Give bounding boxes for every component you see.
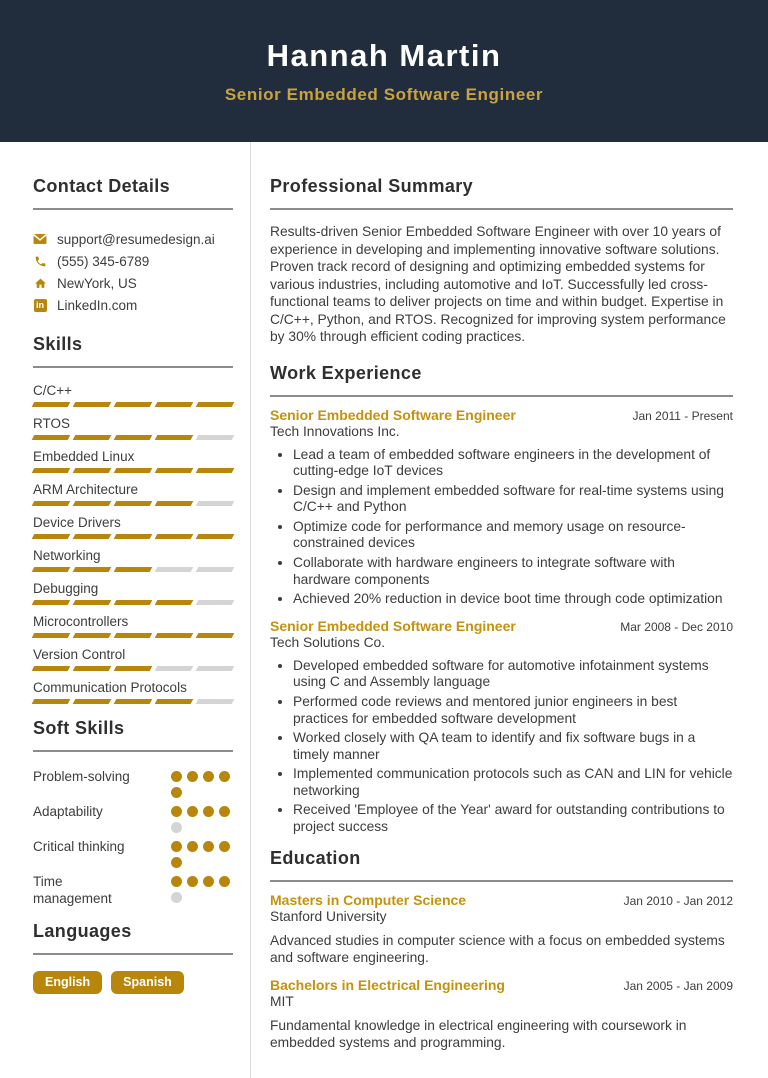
contact-list — [33, 228, 233, 316]
skill-level-bar — [33, 402, 233, 407]
bar-segment-empty — [155, 666, 194, 671]
contact-location-text: NewYork, US — [57, 275, 137, 291]
bar-segment-filled — [155, 600, 194, 605]
bar-segment-filled — [196, 633, 235, 638]
contact-linkedin-text: LinkedIn.com — [57, 297, 138, 313]
skills-heading: Skills — [33, 334, 83, 354]
bar-segment-filled — [155, 633, 194, 638]
skill-name: Debugging — [33, 581, 99, 596]
bar-segment-filled — [32, 468, 71, 473]
section-rule — [270, 880, 733, 882]
bar-segment-filled — [114, 501, 153, 506]
rating-dot-filled — [187, 876, 198, 887]
skill-item — [33, 514, 233, 539]
skill-item — [33, 481, 233, 506]
summary-text: Results-driven Senior Embedded Software Engineer with over 10 years of experience in developing and implementing innovative software solutions. Proven track record of designing and optimizing embedded systems for various industries, including automotive and IoT. Successfully led cross-functional teams to deliver projects on time and within budget. Expertise in C/C++, Python, and RTOS. Recognized for improving system performance by 30% through efficient coding practices. — [270, 224, 726, 344]
bar-segment-filled — [114, 468, 153, 473]
bar-segment-filled — [114, 435, 153, 440]
bar-segment-filled — [73, 435, 112, 440]
rating-dot-filled — [203, 841, 214, 852]
skill-level-bar — [33, 600, 233, 605]
bar-segment-filled — [32, 666, 71, 671]
experience-heading: Work Experience — [270, 362, 422, 383]
rating-dot-filled — [219, 841, 230, 852]
education-entry — [270, 892, 733, 967]
summary-heading: Professional Summary — [270, 176, 474, 196]
job-entry — [270, 407, 733, 608]
bar-segment-filled — [32, 699, 71, 704]
bar-segment-filled — [155, 402, 194, 407]
rating-dot-filled — [203, 876, 214, 887]
resume-header — [0, 0, 768, 142]
contact-email-text: support@resumedesign.ai — [57, 231, 215, 247]
bar-segment-filled — [155, 534, 194, 539]
soft-skill-dots — [171, 876, 233, 907]
skill-level-bar — [33, 633, 233, 638]
job-bullet: • Lead a team of embedded software engineers in the development of cutting-edge IoT devices — [293, 447, 733, 481]
soft-skill-name: Adaptability — [33, 804, 103, 819]
soft-skill-dots — [171, 771, 233, 798]
rating-dot-filled — [219, 806, 230, 817]
soft-skill-name: Critical thinking — [33, 839, 125, 854]
skill-level-bar — [33, 534, 233, 539]
bar-segment-filled — [73, 600, 112, 605]
rating-dot-filled — [219, 876, 230, 887]
skills-list — [33, 382, 233, 704]
skill-level-bar — [33, 567, 233, 572]
education-section — [270, 848, 733, 1052]
skill-level-bar — [33, 501, 233, 506]
soft-skill-item — [33, 838, 233, 868]
skill-name: Embedded Linux — [33, 449, 135, 464]
linkedin-icon: in — [33, 299, 47, 312]
bar-segment-filled — [32, 600, 71, 605]
contact-item-location — [33, 272, 233, 294]
job-title: Senior Embedded Software Engineer — [270, 617, 516, 634]
bar-segment-empty — [196, 699, 235, 704]
home-icon — [33, 277, 47, 290]
soft-skill-item — [33, 768, 233, 798]
job-bullet-list — [270, 658, 733, 836]
main-column — [251, 142, 768, 1078]
soft-skill-dots — [171, 841, 233, 868]
education-dates: Jan 2005 - Jan 2009 — [623, 978, 733, 993]
education-header — [270, 977, 733, 993]
soft-skill-name: Problem-solving — [33, 769, 130, 784]
section-rule — [270, 395, 733, 397]
bar-segment-filled — [32, 435, 71, 440]
job-dates: Mar 2008 - Dec 2010 — [620, 619, 733, 634]
bar-segment-empty — [155, 567, 194, 572]
rating-dot-filled — [203, 806, 214, 817]
email-icon — [33, 233, 47, 245]
degree-title: Masters in Computer Science — [270, 891, 467, 908]
skill-name: Microcontrollers — [33, 614, 129, 629]
person-job-title: Senior Embedded Software Engineer — [224, 84, 544, 104]
job-bullet: • Worked closely with QA team to identify and fix software bugs in a timely manner — [293, 730, 733, 764]
bar-segment-filled — [73, 699, 112, 704]
rating-dot-filled — [203, 771, 214, 782]
job-company: Tech Solutions Co. — [270, 634, 386, 650]
person-name: Hannah Martin — [266, 37, 502, 73]
skill-name: RTOS — [33, 416, 71, 431]
skill-item — [33, 580, 233, 605]
languages-section — [33, 921, 233, 994]
sidebar — [0, 142, 251, 1078]
education-description: Fundamental knowledge in electrical engineering with coursework in embedded systems and programming. — [270, 1017, 687, 1051]
skill-level-bar — [33, 699, 233, 704]
language-badge: Spanish — [111, 971, 184, 994]
skill-item — [33, 415, 233, 440]
summary-section — [270, 176, 733, 346]
rating-dot-filled — [171, 841, 182, 852]
skill-item — [33, 448, 233, 473]
rating-dot-filled — [187, 841, 198, 852]
skill-item — [33, 382, 233, 407]
job-bullet: • Optimize code for performance and memory usage on resource-constrained devices — [293, 519, 733, 553]
bar-segment-filled — [196, 534, 235, 539]
bar-segment-filled — [114, 633, 153, 638]
contact-section — [33, 176, 233, 316]
bar-segment-filled — [155, 699, 194, 704]
rating-dot-filled — [187, 771, 198, 782]
education-entry — [270, 977, 733, 1052]
bar-segment-filled — [155, 468, 194, 473]
soft-skill-item — [33, 803, 233, 833]
contact-item-phone — [33, 250, 233, 272]
rating-dot-empty — [171, 822, 182, 833]
school-name: Stanford University — [270, 908, 387, 924]
bar-segment-empty — [196, 435, 235, 440]
bar-segment-filled — [32, 501, 71, 506]
soft-skills-list — [33, 768, 233, 907]
skill-name: C/C++ — [33, 383, 73, 398]
bar-segment-filled — [73, 468, 112, 473]
soft-skill-name: Time management — [33, 874, 112, 906]
job-entry — [270, 618, 733, 836]
language-badge: English — [33, 971, 102, 994]
contact-phone-text: (555) 345-6789 — [57, 253, 150, 269]
bar-segment-filled — [114, 666, 153, 671]
bar-segment-filled — [114, 600, 153, 605]
skills-section — [33, 334, 233, 704]
contact-heading: Contact Details — [33, 176, 171, 196]
job-bullet: • Implemented communication protocols such as CAN and LIN for vehicle networking — [293, 766, 733, 800]
bar-segment-filled — [73, 534, 112, 539]
job-bullet: • Performed code reviews and mentored junior engineers in best practices for embedded software development — [293, 694, 733, 728]
rating-dot-filled — [171, 771, 182, 782]
section-rule — [270, 208, 733, 210]
skill-name: Networking — [33, 548, 101, 563]
rating-dot-filled — [171, 806, 182, 817]
section-rule — [33, 366, 233, 368]
bar-segment-filled — [32, 402, 71, 407]
contact-item-email — [33, 228, 233, 250]
bar-segment-empty — [196, 567, 235, 572]
bar-segment-filled — [73, 567, 112, 572]
job-bullet: • Achieved 20% reduction in device boot time through code optimization — [293, 591, 733, 608]
bar-segment-filled — [114, 567, 153, 572]
soft-skill-dots — [171, 806, 233, 833]
section-rule — [33, 953, 233, 955]
experience-section — [270, 363, 733, 836]
job-bullet: • Design and implement embedded software for real-time systems using C/C++ and Python — [293, 483, 733, 517]
skill-name: Communication Protocols — [33, 680, 187, 695]
bar-segment-empty — [196, 501, 235, 506]
rating-dot-empty — [171, 892, 182, 903]
skill-name: Version Control — [33, 647, 126, 662]
job-header — [270, 407, 733, 423]
skill-level-bar — [33, 435, 233, 440]
rating-dot-filled — [171, 787, 182, 798]
skill-item — [33, 679, 233, 704]
skill-name: ARM Architecture — [33, 482, 139, 497]
bar-segment-filled — [155, 501, 194, 506]
skill-item — [33, 613, 233, 638]
soft-skill-item — [33, 873, 233, 907]
skill-name: Device Drivers — [33, 515, 121, 530]
bar-segment-filled — [196, 468, 235, 473]
rating-dot-filled — [171, 876, 182, 887]
content-columns — [0, 142, 768, 1078]
bar-segment-filled — [32, 633, 71, 638]
bar-segment-filled — [73, 501, 112, 506]
education-header — [270, 892, 733, 908]
bar-segment-filled — [73, 666, 112, 671]
education-heading: Education — [270, 847, 361, 868]
bar-segment-filled — [73, 633, 112, 638]
rating-dot-filled — [171, 857, 182, 868]
languages-heading: Languages — [33, 921, 132, 941]
section-rule — [33, 208, 233, 210]
skill-level-bar — [33, 666, 233, 671]
contact-item-linkedin — [33, 294, 233, 316]
skill-item — [33, 646, 233, 671]
rating-dot-filled — [219, 771, 230, 782]
bar-segment-filled — [32, 567, 71, 572]
rating-dot-filled — [187, 806, 198, 817]
section-rule — [33, 750, 233, 752]
job-company: Tech Innovations Inc. — [270, 423, 400, 439]
soft-skills-section — [33, 718, 233, 907]
job-bullet-list — [270, 447, 733, 608]
bar-segment-filled — [196, 402, 235, 407]
education-dates: Jan 2010 - Jan 2012 — [623, 893, 733, 908]
job-header — [270, 618, 733, 634]
soft-skills-heading: Soft Skills — [33, 718, 125, 738]
phone-icon — [33, 255, 47, 268]
skill-level-bar — [33, 468, 233, 473]
job-title: Senior Embedded Software Engineer — [270, 406, 516, 423]
skill-item — [33, 547, 233, 572]
job-dates: Jan 2011 - Present — [632, 408, 733, 423]
bar-segment-filled — [114, 402, 153, 407]
job-bullet: • Collaborate with hardware engineers to integrate software with hardware components — [293, 555, 733, 589]
education-description: Advanced studies in computer science with a focus on embedded systems and software engineering. — [270, 932, 725, 966]
bar-segment-empty — [196, 666, 235, 671]
bar-segment-empty — [196, 600, 235, 605]
bar-segment-filled — [73, 402, 112, 407]
bar-segment-filled — [32, 534, 71, 539]
degree-title: Bachelors in Electrical Engineering — [270, 976, 505, 993]
bar-segment-filled — [114, 534, 153, 539]
job-bullet: • Developed embedded software for automotive infotainment systems using C and Assembly language — [293, 658, 733, 692]
job-bullet: • Received 'Employee of the Year' award for outstanding contributions to project success — [293, 802, 733, 836]
bar-segment-filled — [155, 435, 194, 440]
school-name: MIT — [270, 993, 294, 1009]
bar-segment-filled — [114, 699, 153, 704]
language-badges — [33, 971, 233, 994]
